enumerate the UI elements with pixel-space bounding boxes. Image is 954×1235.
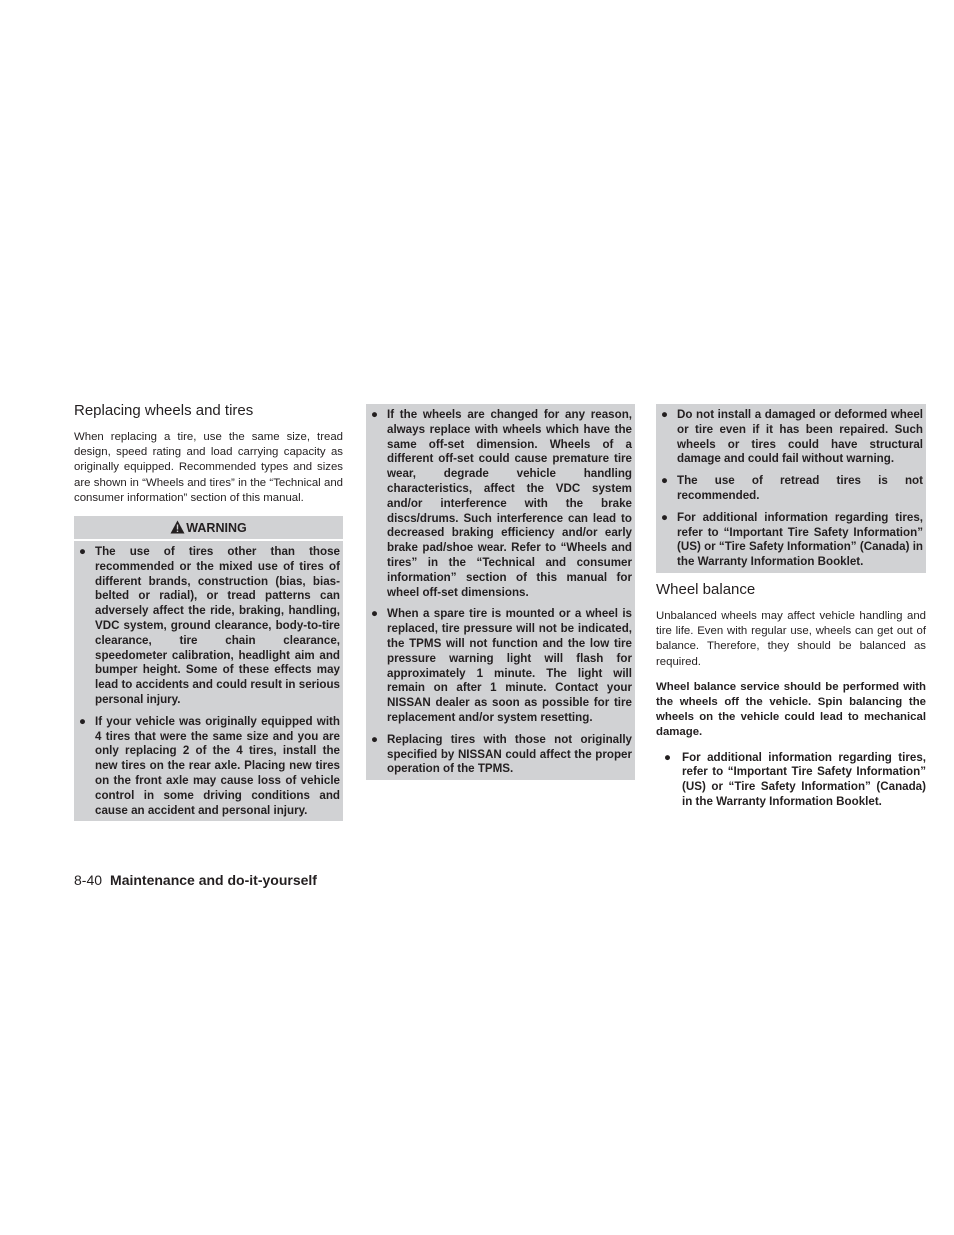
warning-header — [74, 516, 343, 539]
bullet-dot-icon: ● — [371, 732, 379, 746]
intro-paragraph: When replacing a tire, use the same size, tread design, speed rating and load carrying capacity as originally equipped. Recommended types and sizes are shown in “Wheels and tires” in the “Technical and consumer information” section of this manual. — [74, 431, 343, 504]
section-heading-replacing-wheels: Replacing wheels and tires — [74, 402, 254, 419]
column-1 — [74, 402, 343, 821]
info-bullets — [656, 751, 926, 810]
warning-label: WARNING — [186, 521, 247, 536]
warning-bullet: ● When a spare tire is mounted or a wheel is replaced, tire pressure will not be indicated, the TPMS will not function and the low tire pressure warning light will flash for approximately 1 minute. The light will remain on after 1 minute. Contact your NISSAN dealer as soon as possible for tire replacement and/or system resetting. — [371, 607, 632, 724]
wheel-balance-paragraph: Unbalanced wheels may affect vehicle handling and tire life. Even with regular use, wheels can get out of balance. Therefore, they should be balanced as required. — [656, 609, 926, 668]
warning-box — [74, 541, 343, 821]
section-title: Maintenance and do-it-yourself — [110, 872, 317, 888]
bullet-dot-icon: ● — [79, 714, 87, 728]
bullet-dot-icon: ● — [661, 474, 669, 488]
warning-bullet: ● If your vehicle was originally equipped with 4 tires that were the same size and you are only replacing 2 of the 4 tires, install the new tires on the rear axle. Placing new tires on the front axle may cause loss of vehicle control in some driving conditions and cause an accident and personal injury. — [79, 714, 340, 817]
bullet-dot-icon: ● — [664, 750, 672, 764]
warning-box-continued — [366, 404, 635, 780]
bullet-dot-icon: ● — [661, 408, 669, 421]
column-3 — [656, 404, 926, 810]
bullet-dot-icon: ● — [371, 408, 379, 421]
warning-box-continued-2 — [656, 404, 926, 573]
bullet-dot-icon: ● — [79, 545, 87, 559]
page-number: 8-40 — [74, 872, 103, 888]
page-footer — [74, 872, 317, 888]
bullet-dot-icon: ● — [371, 607, 379, 621]
section-heading-wheel-balance: Wheel balance — [656, 580, 756, 598]
warning-bullet: ● The use of retread tires is not recommended. — [661, 474, 923, 502]
warning-bullet: ● If the wheels are changed for any reason, always replace with wheels which have the same off-set dimension. Wheels of a different off-set could cause premature tire wear, degrade vehicle handling characteristics, affect the VDC system and/or interference with the brake discs/drums. Such interference can lead to decreased braking efficiency and/or early brake pad/shoe wear. Refer to “Wheels and tires” in the “Technical and consumer information” section of this manual for wheel off-set dimensions. — [371, 408, 632, 599]
warning-triangle-icon — [170, 520, 185, 534]
wheel-balance-bold-paragraph: Wheel balance service should be performed with the wheels off the vehicle. Spin balancing the wheels on the vehicle could lead to mechanical damage. — [656, 680, 926, 739]
bullet-dot-icon: ● — [661, 510, 669, 524]
warning-bullet: ● The use of tires other than those recommended or the mixed use of tires of different brands, construction (bias, bias-belted or radial), or tread patterns can adversely affect the ride, braking, handling, VDC system, ground clearance, body-to-tire clearance, tire chain clearance, speedometer calibration, headlight aim and bumper height. Some of these effects may lead to accidents and could result in serious personal injury. — [79, 545, 340, 706]
column-2 — [366, 404, 635, 780]
warning-bullet: ● Do not install a damaged or deformed wheel or tire even if it has been repaired. Such wheels or tires could have structural damage and could fail without warning. — [661, 408, 923, 466]
info-bullet: ● For additional information regarding tires, refer to “Important Tire Safety Information” (US) or “Tire Safety Information” (Canada) in the Warranty Information Booklet. — [664, 750, 926, 808]
warning-bullet: ● Replacing tires with those not originally specified by NISSAN could affect the proper operation of the TPMS. — [371, 732, 632, 776]
warning-bullet: ● For additional information regarding tires, refer to “Important Tire Safety Information” (US) or “Tire Safety Information” (Canada) in the Warranty Information Booklet. — [661, 510, 923, 569]
